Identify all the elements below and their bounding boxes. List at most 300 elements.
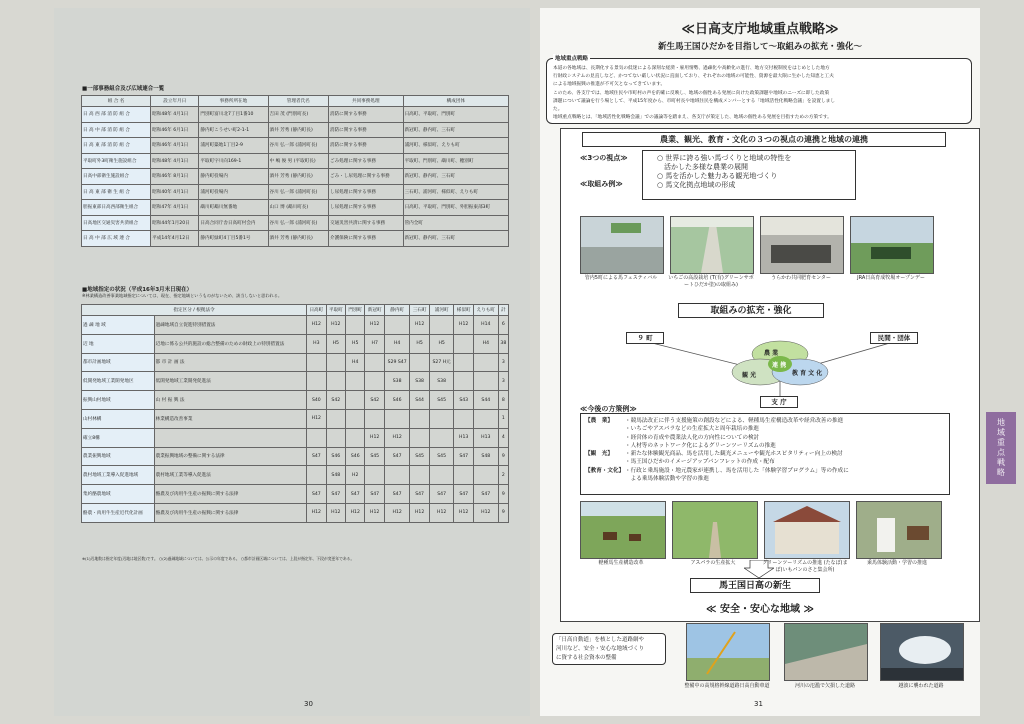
new-birth-banner: 馬王国日高の新生 (690, 578, 820, 593)
designation-year: S48 (326, 466, 345, 485)
designation-year: 3 (498, 372, 508, 391)
table1-cell: 平成14年4月12日 (151, 231, 199, 247)
photo-caption: 河川の氾濫で欠損した道路 (794, 683, 855, 689)
table1-header: 設立年月日 (151, 96, 199, 107)
designation-law: 農業振興地域の整備に関する法律 (154, 447, 306, 466)
designation-year: S47 (346, 485, 365, 504)
designation-year: S47 (454, 485, 473, 504)
table1-cell: し尿処理に関する事務 (328, 200, 403, 216)
designation-year: 1 (498, 409, 508, 428)
venn-label: 観 光 (742, 372, 757, 379)
future-label: ≪今後の方策例≫ (580, 405, 637, 413)
designation-year (346, 316, 365, 335)
photo-caption: 管内5町による馬フェスティバル (584, 275, 658, 281)
future-item: ・経営体の育成や農業法人化の方向性についての検討 (625, 434, 760, 441)
designation-year: H12 (307, 503, 326, 522)
table1-cell: 新冠町、静内町、三石町 (403, 122, 508, 138)
intro-line: 本道の各地域は、長期化する景気の低迷による深刻な経済・雇用情勢、過疎化や高齢化の進行、地方交付税制度をはじめとした地方 (553, 66, 830, 71)
future-item: ・新たな体験観光商品、馬を活用した観光メニューや観光ホスピタリティー向上の検討 (625, 451, 843, 458)
designation-category: 確立8構 (82, 428, 155, 447)
venn-label: 農 業 (764, 350, 779, 357)
photo-caption: 越波に襲われた道路 (898, 683, 944, 689)
photo-caption: アスパラの生産拡大 (690, 560, 736, 566)
designation-year: S45 (429, 447, 454, 466)
table1-cell: 静内町こうせい町2-1-1 (199, 122, 268, 138)
table1-cell: 管内全町 (403, 215, 508, 231)
future-box (580, 413, 950, 495)
designation-year (365, 466, 384, 485)
intro-line: た。 (553, 107, 563, 113)
designation-law: 低開発地域工業開発促進法 (154, 372, 306, 391)
table1-cell: 日高中部衛生施設組合 (82, 169, 151, 185)
view-item: ○ 世界に誇る強い馬づくりと地域の特性を (657, 154, 792, 162)
page-title: ≪日高支庁地域重点戦略≫ (681, 22, 839, 37)
left-page (54, 8, 530, 716)
table1-cell: 昭和46年 6月1日 (151, 122, 199, 138)
photo-green-tourism (764, 501, 850, 559)
intro-label: 地域重点戦略 (555, 56, 589, 62)
page-number-right: 31 (754, 700, 763, 708)
venn-label: 教 育 文 化 (792, 370, 823, 377)
designation-year (307, 372, 326, 391)
designation-year (473, 466, 498, 485)
designation-year (307, 428, 326, 447)
designation-year: 9 (498, 485, 508, 504)
future-key: 【農 業】 (585, 418, 613, 424)
designation-year (365, 409, 384, 428)
designation-category: 集約酪農地域 (82, 485, 155, 504)
designation-category: 農村地域工業導入促進地域 (82, 466, 155, 485)
designation-law (154, 428, 306, 447)
designation-year: H3 (307, 334, 326, 353)
designation-year: H2 (346, 466, 365, 485)
designation-year (346, 372, 365, 391)
designation-year: H5 (410, 334, 429, 353)
table-row (82, 447, 509, 466)
intro-box (546, 58, 972, 124)
designation-category: 農業振興地域 (82, 447, 155, 466)
table1-cell: 消防に関する事務 (328, 107, 403, 123)
table1-cell: 浦河町築地1丁目2-9 (199, 138, 268, 154)
table1-cell: 昭和47年 4月1日 (151, 200, 199, 216)
table-row (82, 153, 509, 169)
designation-category: 都市計画地域 (82, 353, 155, 372)
designation-year: H5 (326, 334, 345, 353)
views-box (642, 150, 856, 200)
designation-year (429, 409, 454, 428)
designation-year: S47 (410, 485, 429, 504)
designation-year (307, 466, 326, 485)
designation-year: 6 (498, 316, 508, 335)
designation-year: S27 H元 (429, 353, 454, 372)
table1-cell: 浦河町、様似町、えりも町 (403, 138, 508, 154)
table1-cell: ごみ・し尿処理に関する事務 (328, 169, 403, 185)
designation-category: 酪農・肉用牛生産近代化計画 (82, 503, 155, 522)
page-number-left: 30 (304, 700, 313, 708)
photo-damaged-road (784, 623, 868, 681)
side-tab[interactable]: 地域重点戦略 (986, 412, 1016, 484)
table1-cell: し尿処理に関する事務 (328, 184, 403, 200)
designation-year: H12 (384, 428, 409, 447)
table2-town-header: 平取町 (326, 305, 345, 316)
table-row (82, 503, 509, 522)
designation-year: H12 (454, 503, 473, 522)
association-table (81, 95, 509, 247)
designation-year: H12 (346, 503, 365, 522)
table1-header: 共同事務処理 (328, 96, 403, 107)
future-item: ・馬王国ひだかのイメージアップパンフレットの作成・配布 (625, 459, 775, 466)
future-key: 【教育・文化】 (585, 467, 625, 474)
designation-year: H7 (365, 334, 384, 353)
future-item: ・行政と乗馬施設・地元農家が連携し、馬を活用した「体験学習プログラム」等の作成に (625, 467, 849, 474)
designation-year: S47 (473, 485, 498, 504)
safety-note-line: に資する社会資本の整備 (556, 655, 617, 661)
table-row (82, 231, 509, 247)
designation-year: 9 (498, 447, 508, 466)
intro-line: このため、各支庁では、地域住民や市町村の声を的確に反映し、地域の個性ある発展に向けた政策課題や地域のニーズに即した政策 (553, 90, 830, 96)
designation-year: H13 (454, 428, 473, 447)
table1-cell: 浦河町役場内 (199, 184, 268, 200)
designation-year (365, 372, 384, 391)
table-row (82, 428, 509, 447)
designation-year (384, 409, 409, 428)
table1-cell: 静内町役場内 (199, 169, 268, 185)
table1-cell: 新冠町、静内町、三石町 (403, 231, 508, 247)
designation-year: S45 (410, 447, 429, 466)
designation-year: S47 (326, 485, 345, 504)
table2-town-header: えりも町 (473, 305, 498, 316)
node-office: 支 庁 (760, 396, 798, 408)
photo-caption: 整備中の高規格幹線道路日高自動車道 (684, 683, 770, 689)
table1-cell: 日 高 東 部 衛 生 組 合 (82, 184, 151, 200)
table-row (82, 122, 509, 138)
table1-cell: 日高地区交通災害共済組合 (82, 215, 151, 231)
right-page (540, 8, 980, 716)
designation-year (326, 372, 345, 391)
designation-year (307, 353, 326, 372)
designation-year (346, 391, 365, 410)
node-groups: 民間・団体 (870, 332, 918, 344)
table1-cell: 平取町外3町衛生施設組合 (82, 153, 151, 169)
designation-year (326, 353, 345, 372)
designation-law: 林業構造改善事業 (154, 409, 306, 428)
designation-year: H13 (473, 428, 498, 447)
designation-year: H12 (365, 503, 384, 522)
photo-festival (580, 216, 664, 274)
designation-year: S38 (429, 372, 454, 391)
view-item: ○ 馬を活かした魅力ある観光地づくり (657, 172, 778, 180)
intro-line: 地域重点戦略とは、「地域活性化戦略会議」での議論等を踏まえ、各支庁が策定した、地域の個性ある発展を目指すための方策です。 (553, 115, 832, 121)
designation-year: S47 (365, 485, 384, 504)
designation-year: S38 (384, 372, 409, 391)
designation-year: H12 (365, 316, 384, 335)
designation-year: S47 (429, 485, 454, 504)
table1-cell: 昭和46年 4月1日 (151, 138, 199, 154)
table1-cell: 昭和40年 4月1日 (151, 184, 199, 200)
table1-cell: 中 嶋 俊 男 (平取町長) (268, 153, 328, 169)
designation-year: S46 (346, 447, 365, 466)
table-row (82, 372, 509, 391)
table-row (82, 184, 509, 200)
future-item: ・人材等のネットワーク化によるグリーンツーリズムの推進 (625, 442, 776, 449)
table1-cell: 交通災害共済に関する事務 (328, 215, 403, 231)
designation-year: S46 (326, 447, 345, 466)
designation-year: H4 (384, 334, 409, 353)
safety-note-line: 「日高自動道」を核とした道路網や (556, 637, 645, 643)
designation-year: S42 (326, 391, 345, 410)
designation-year: H4 (473, 334, 498, 353)
table1-cell: 谷川 弘一郎 (浦河町長) (268, 184, 328, 200)
designation-year: H12 (454, 316, 473, 335)
designation-year (429, 428, 454, 447)
designation-law: 山 村 振 興 法 (154, 391, 306, 410)
designation-year: H12 (473, 503, 498, 522)
designation-year: H12 (410, 316, 429, 335)
designation-law: 都 市 計 画 法 (154, 353, 306, 372)
table-row (82, 334, 509, 353)
expand-banner: 取組みの拡充・強化 (678, 303, 824, 318)
table1-cell: ごみ処理に関する事務 (328, 153, 403, 169)
table1-cell: 静内町緑町4丁目5番1号 (199, 231, 268, 247)
table-row (82, 353, 509, 372)
designation-year: H12 (307, 316, 326, 335)
table2-town-header: 三石町 (410, 305, 429, 316)
designation-year (326, 428, 345, 447)
designation-year: H12 (326, 503, 345, 522)
intro-line: 行財政システムの見直しなど、かつてない厳しい状況に直面しており、それぞれの地域の可能性、資源を最大限に生かした知恵と工夫 (553, 74, 834, 80)
designation-category: 振興山村地域 (82, 391, 155, 410)
table1-cell: 介護保険に関する事務 (328, 231, 403, 247)
table-row (82, 107, 509, 123)
table-row (82, 409, 509, 428)
table2-town-header: 門別町 (346, 305, 365, 316)
designation-year: S45 (365, 447, 384, 466)
designation-year: S47 (307, 485, 326, 504)
designation-year (454, 353, 473, 372)
designation-year: S47 (454, 447, 473, 466)
photo-caption: JRA日高育成牧場オープンデー (857, 275, 925, 281)
photo-strawberry (670, 216, 754, 274)
table2-town-header: 様似町 (454, 305, 473, 316)
table1-cell: 日 高 東 部 消 防 組 合 (82, 138, 151, 154)
designation-year: 38 (498, 334, 508, 353)
section2-note: ※林業構造改善事業地域指定については、現在、指定地域というものがないため、該当しないと思われる。 (82, 293, 283, 298)
table1-cell: 胆振東部日高西部衛生組合 (82, 200, 151, 216)
table-row (82, 138, 509, 154)
designation-law: 農村地域工業等導入促進法 (154, 466, 306, 485)
designation-year: H4 (346, 353, 365, 372)
designation-year: H12 (365, 428, 384, 447)
designation-year (429, 316, 454, 335)
table1-cell: 山口 博 (鵡川町長) (268, 200, 328, 216)
photo-riding (856, 501, 942, 559)
table-row (82, 316, 509, 335)
intro-line: 課題について議論を行う場として、平成15年度から、市町村長や地域住民を構成メンバーとする「地域活性化戦略会議」を設置しまし (553, 98, 836, 104)
table-row (82, 200, 509, 216)
future-item: ・競馬法改正に伴う支援施策の創設などによる、軽種馬生産構造改革や経営改善の推進 (625, 418, 844, 424)
photo-expressway (686, 623, 770, 681)
safety-note-line: 河川など、安全・安心な地域づくり (556, 646, 645, 652)
page-subtitle: 新生馬王国ひだかを目指して～取組みの拡充・強化～ (657, 42, 862, 52)
designation-year (473, 353, 498, 372)
future-item: よる乗馬体験活動や学習の推進 (625, 476, 709, 483)
photo-asparagus (672, 501, 758, 559)
table1-cell: 消防に関する事務 (328, 122, 403, 138)
designation-year: H5 (346, 334, 365, 353)
designation-year (384, 466, 409, 485)
designation-year (410, 466, 429, 485)
designation-category: 山村林構 (82, 409, 155, 428)
designation-table (81, 304, 509, 523)
designation-year (454, 409, 473, 428)
view-item: ○ 馬文化拠点地域の形成 (657, 181, 736, 189)
section1-title: ■一部事務組合及び広域連合一覧 (82, 86, 165, 92)
table1-cell: 昭和48年 4月1日 (151, 107, 199, 123)
designation-year: S46 (384, 391, 409, 410)
designation-year: H12 (307, 409, 326, 428)
table1-cell: 谷川 弘一郎 (浦河町長) (268, 215, 328, 231)
intro-text (553, 65, 835, 122)
future-item: ・いちごやアスパラなどの生産拡大と周年栽培の推進 (625, 426, 760, 433)
designation-year: S47 (384, 485, 409, 504)
table2-town-header: 新冠町 (365, 305, 384, 316)
table-row (82, 466, 509, 485)
table2-town-header: 浦河町 (429, 305, 454, 316)
table1-cell: 谷川 弘一郎 (浦河町長) (268, 138, 328, 154)
designation-year: S47 (307, 447, 326, 466)
designation-year: S48 (473, 447, 498, 466)
safety-title: ≪ 安全・安心な地域 ≫ (706, 604, 814, 615)
table1-cell: 日高町、平取町、門別町、外胆振東部3町 (403, 200, 508, 216)
table2-town-header: 静内町 (384, 305, 409, 316)
designation-year: H12 (326, 316, 345, 335)
examples-label: ≪取組み例≫ (580, 180, 623, 188)
photo-waves (880, 623, 964, 681)
designation-year: S38 (410, 372, 429, 391)
table2-town-header: 計 (498, 305, 508, 316)
table-row (82, 215, 509, 231)
designation-year: S44 (410, 391, 429, 410)
table1-cell: 日 高 西 部 消 防 組 合 (82, 107, 151, 123)
designation-year (429, 466, 454, 485)
table1-cell: 酒井 芳秀 (静内町長) (268, 122, 328, 138)
designation-year: S45 (429, 391, 454, 410)
table1-cell: 日高合同庁舎日高町村会内 (199, 215, 268, 231)
designation-year: S40 (307, 391, 326, 410)
table1-header: 構成団体 (403, 96, 508, 107)
designation-year: H5 (429, 334, 454, 353)
designation-law: 酪農及び肉用牛生産の振興に関する法律 (154, 503, 306, 522)
photo-caption: いちごの高設栽培 (T(有)グリーンサポートひだか塗)の取組み) (668, 275, 754, 288)
designation-year (454, 334, 473, 353)
table1-cell: 門別町富川北7丁目1番10 (199, 107, 268, 123)
table1-cell: 三石町、浦河町、様似町、えりも町 (403, 184, 508, 200)
designation-year (410, 409, 429, 428)
table1-cell: 昭和48年 4月1日 (151, 153, 199, 169)
three-views-banner: 農業、観光、教育・文化の３つの視点の連携と地域の連携 (582, 132, 946, 147)
designation-year (410, 428, 429, 447)
designation-law: 酪農及び肉用牛生産の振興に関する法律 (154, 485, 306, 504)
photo-jra-open-day (850, 216, 934, 274)
designation-year (326, 409, 345, 428)
table-row (82, 169, 509, 185)
designation-year: H12 (429, 503, 454, 522)
designation-category: 低開発地域工業開発地区 (82, 372, 155, 391)
intro-line: による地域振興の推進が不可欠となってきています。 (553, 82, 666, 88)
table1-cell: 日 高 中 部 広 域 連 合 (82, 231, 151, 247)
table1-cell: 平取町字川向169-1 (199, 153, 268, 169)
designation-year (384, 316, 409, 335)
table1-header: 管理者氏名 (268, 96, 328, 107)
designation-year (473, 372, 498, 391)
photo-caption: 軽種馬生産構造改革 (598, 560, 644, 566)
designation-year: H12 (384, 503, 409, 522)
table1-cell: 消防に関する事務 (328, 138, 403, 154)
safety-note-box (552, 633, 666, 665)
table1-cell: 昭和46年 8月1日 (151, 169, 199, 185)
designation-year (473, 409, 498, 428)
view-item: 活かした多様な農業の展開 (657, 163, 748, 171)
node-towns: ９ 町 (626, 332, 664, 344)
designation-year: S47 (384, 447, 409, 466)
designation-year: S29 S47 (384, 353, 409, 372)
designation-year: S42 (365, 391, 384, 410)
designation-year: S44 (473, 391, 498, 410)
photo-horses (580, 501, 666, 559)
photo-fattening-center (760, 216, 844, 274)
designation-year: S43 (454, 391, 473, 410)
table-row (82, 391, 509, 410)
designation-year (410, 353, 429, 372)
designation-category: 辺 地 (82, 334, 155, 353)
designation-year: 9 (498, 503, 508, 522)
designation-year (346, 428, 365, 447)
designation-year: 4 (498, 428, 508, 447)
designation-year: 2 (498, 466, 508, 485)
table1-header: 組 合 名 (82, 96, 151, 107)
table-notes: ※(1)辺地数は指定年度(辺地は地区数)です。 ○(2)過疎地域については、公示の年度である。 ○都市計画区域については、上段が指定年、下段が変更年である。 (82, 556, 355, 561)
table1-cell: 日高町、平取町、門別町 (403, 107, 508, 123)
table1-cell: 酒井 芳秀 (静内町長) (268, 169, 328, 185)
photo-caption: 乗馬体験活動・学習の推進 (866, 560, 927, 566)
future-key: 【観 光】 (585, 451, 613, 458)
photo-caption: うらかわ共同肥育センター (771, 275, 831, 281)
designation-year (346, 409, 365, 428)
table2-town-header: 日高町 (307, 305, 326, 316)
table2-corner: 指定区分 / 根拠法令 (82, 305, 307, 316)
designation-law: 辺地に係る公共的施設の総合整備のための財政上の特別措置法 (154, 334, 306, 353)
table1-cell: 鵡川町鵡川無番地 (199, 200, 268, 216)
table1-cell: 平取町、門別町、鵡川町、穂別町 (403, 153, 508, 169)
table1-cell: 吉田 茂 (門別町長) (268, 107, 328, 123)
designation-year: 3 (498, 353, 508, 372)
designation-year (454, 466, 473, 485)
designation-year: H14 (473, 316, 498, 335)
table1-cell: 昭和44年1月20日 (151, 215, 199, 231)
photo-caption: グリーンツーリズムの推進 (たなぼ(まぼ)いもパンのさと集会所) (762, 560, 848, 573)
designation-year (365, 353, 384, 372)
designation-category: 過 疎 地 域 (82, 316, 155, 335)
table1-cell: 酒井 芳秀 (静内町長) (268, 231, 328, 247)
table1-header: 事務所所在地 (199, 96, 268, 107)
views-label: ≪3つの視点≫ (580, 154, 628, 162)
designation-law: 過疎地域自立促進特別措置法 (154, 316, 306, 335)
designation-year: H12 (410, 503, 429, 522)
venn-label: 連 携 (772, 362, 787, 369)
table-row (82, 485, 509, 504)
section2-title: ■地域指定の状況（平成16年3月末日現在） (82, 287, 193, 293)
table1-cell: 日 高 中 部 消 防 組 合 (82, 122, 151, 138)
